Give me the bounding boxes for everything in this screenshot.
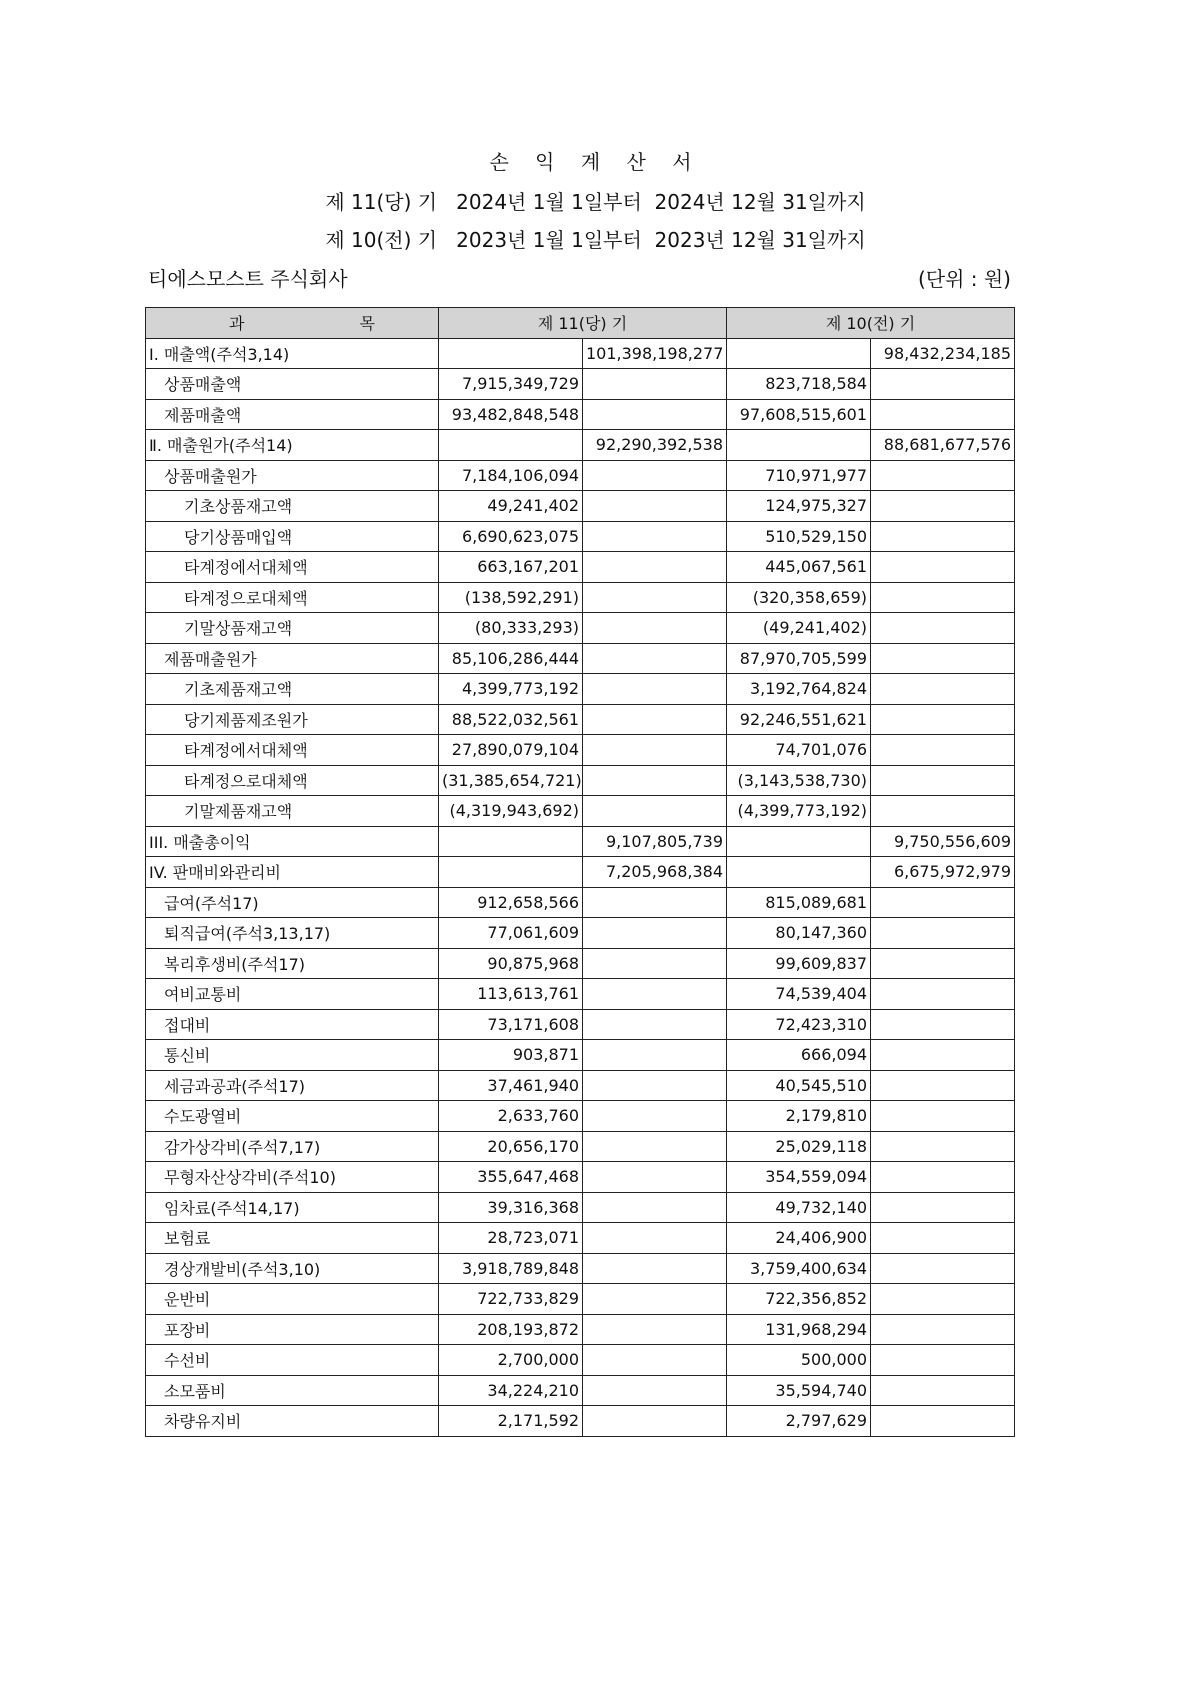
table-row (146, 704, 1015, 735)
current-subtotal: 73,171,608 (439, 1009, 583, 1040)
prior-total (871, 765, 1015, 796)
prior-subtotal (727, 826, 871, 857)
current-total (583, 521, 727, 552)
current-subtotal: 93,482,848,548 (439, 399, 583, 430)
current-subtotal: 3,918,789,848 (439, 1253, 583, 1284)
unit-label: (단위 : 원) (917, 267, 1011, 291)
row-label: 타계정에서대체액 (146, 735, 439, 766)
prior-subtotal (727, 857, 871, 888)
prior-subtotal: 24,406,900 (727, 1223, 871, 1254)
row-label: 임차료(주석14,17) (146, 1192, 439, 1223)
prior-subtotal (727, 338, 871, 369)
current-total (583, 460, 727, 491)
prior-total (871, 582, 1015, 613)
current-subtotal: 912,658,566 (439, 887, 583, 918)
row-label: 타계정으로대체액 (146, 765, 439, 796)
current-subtotal (439, 826, 583, 857)
table-row (146, 887, 1015, 918)
prior-subtotal: 823,718,584 (727, 369, 871, 400)
prior-subtotal: 2,797,629 (727, 1406, 871, 1437)
table-row (146, 1406, 1015, 1437)
prior-total (871, 1314, 1015, 1345)
row-label: 제품매출액 (146, 399, 439, 430)
current-total (583, 1345, 727, 1376)
row-label: 기말제품재고액 (146, 796, 439, 827)
prior-subtotal: 354,559,094 (727, 1162, 871, 1193)
prior-subtotal: 80,147,360 (727, 918, 871, 949)
current-subtotal: (31,385,654,721) (439, 765, 583, 796)
table-row (146, 1009, 1015, 1040)
current-total (583, 735, 727, 766)
prior-total (871, 1040, 1015, 1071)
prior-subtotal: 74,539,404 (727, 979, 871, 1010)
prior-total (871, 1101, 1015, 1132)
prior-total (871, 1192, 1015, 1223)
table-row (146, 796, 1015, 827)
row-label: 퇴직급여(주석3,13,17) (146, 918, 439, 949)
prior-total: 9,750,556,609 (871, 826, 1015, 857)
prior-total (871, 643, 1015, 674)
row-label: 통신비 (146, 1040, 439, 1071)
current-subtotal: 6,690,623,075 (439, 521, 583, 552)
current-total (583, 887, 727, 918)
table-row (146, 1284, 1015, 1315)
prior-total (871, 735, 1015, 766)
table-row (146, 582, 1015, 613)
current-subtotal: 2,700,000 (439, 1345, 583, 1376)
header-prior: 제 10(전) 기 (727, 308, 1015, 339)
row-label: 여비교통비 (146, 979, 439, 1010)
current-subtotal: 88,522,032,561 (439, 704, 583, 735)
prior-total (871, 491, 1015, 522)
current-subtotal: 4,399,773,192 (439, 674, 583, 705)
table-row (146, 613, 1015, 644)
current-subtotal: 903,871 (439, 1040, 583, 1071)
current-total (583, 979, 727, 1010)
row-label: 수도광열비 (146, 1101, 439, 1132)
current-subtotal: 20,656,170 (439, 1131, 583, 1162)
table-row (146, 735, 1015, 766)
current-total (583, 1284, 727, 1315)
prior-total (871, 887, 1015, 918)
prior-subtotal: 2,179,810 (727, 1101, 871, 1132)
row-label: 상품매출액 (146, 369, 439, 400)
current-subtotal: 39,316,368 (439, 1192, 583, 1223)
current-subtotal: 85,106,286,444 (439, 643, 583, 674)
table-row (146, 1223, 1015, 1254)
current-subtotal: 7,184,106,094 (439, 460, 583, 491)
prior-subtotal: 87,970,705,599 (727, 643, 871, 674)
table-row (146, 1314, 1015, 1345)
row-label: 기말상품재고액 (146, 613, 439, 644)
row-label: 당기상품매입액 (146, 521, 439, 552)
row-label: III. 매출총이익 (146, 826, 439, 857)
prior-total (871, 979, 1015, 1010)
current-subtotal: 34,224,210 (439, 1375, 583, 1406)
prior-subtotal: 500,000 (727, 1345, 871, 1376)
prior-subtotal: 99,609,837 (727, 948, 871, 979)
period-prior: 제 10(전) 기 2023년 1월 1일부터 2023년 12월 31일까지 (325, 228, 866, 252)
current-subtotal: 113,613,761 (439, 979, 583, 1010)
prior-subtotal: 815,089,681 (727, 887, 871, 918)
table-row (146, 552, 1015, 583)
current-total (583, 613, 727, 644)
table-row (146, 765, 1015, 796)
current-total (583, 552, 727, 583)
prior-total (871, 948, 1015, 979)
row-label: 당기제품제조원가 (146, 704, 439, 735)
current-total (583, 1009, 727, 1040)
table-row (146, 1070, 1015, 1101)
current-subtotal: 27,890,079,104 (439, 735, 583, 766)
row-label: 포장비 (146, 1314, 439, 1345)
current-total (583, 1131, 727, 1162)
row-label: 보험료 (146, 1223, 439, 1254)
table-row (146, 643, 1015, 674)
prior-subtotal: 722,356,852 (727, 1284, 871, 1315)
table-row (146, 369, 1015, 400)
current-total (583, 796, 727, 827)
current-subtotal (439, 338, 583, 369)
prior-total: 6,675,972,979 (871, 857, 1015, 888)
prior-subtotal: 710,971,977 (727, 460, 871, 491)
prior-total (871, 399, 1015, 430)
row-label: 소모품비 (146, 1375, 439, 1406)
table-row (146, 826, 1015, 857)
prior-subtotal: 124,975,327 (727, 491, 871, 522)
header-item-b: 목 (359, 314, 375, 334)
current-total (583, 1375, 727, 1406)
current-total (583, 491, 727, 522)
table-row (146, 1345, 1015, 1376)
current-subtotal: 663,167,201 (439, 552, 583, 583)
table-row (146, 1162, 1015, 1193)
table-row (146, 1040, 1015, 1071)
period-current: 제 11(당) 기 2024년 1월 1일부터 2024년 12월 31일까지 (325, 190, 866, 214)
current-total (583, 1192, 727, 1223)
row-label: 기초제품재고액 (146, 674, 439, 705)
current-subtotal (439, 430, 583, 461)
current-subtotal (439, 857, 583, 888)
row-label: IV. 판매비와관리비 (146, 857, 439, 888)
current-total: 9,107,805,739 (583, 826, 727, 857)
prior-subtotal (727, 430, 871, 461)
prior-total (871, 1284, 1015, 1315)
company-name: 티에스모스트 주식회사 (148, 267, 348, 291)
prior-total (871, 1375, 1015, 1406)
current-total (583, 1314, 727, 1345)
current-subtotal: 28,723,071 (439, 1223, 583, 1254)
prior-total (871, 521, 1015, 552)
prior-subtotal: 40,545,510 (727, 1070, 871, 1101)
row-label: 운반비 (146, 1284, 439, 1315)
current-subtotal: (80,333,293) (439, 613, 583, 644)
prior-total (871, 1223, 1015, 1254)
current-total (583, 1162, 727, 1193)
current-total: 101,398,198,277 (583, 338, 727, 369)
row-label: Ⅰ. 매출액(주석3,14) (146, 338, 439, 369)
current-total (583, 1101, 727, 1132)
prior-total: 88,681,677,576 (871, 430, 1015, 461)
row-label: 타계정에서대체액 (146, 552, 439, 583)
row-label: Ⅱ. 매출원가(주석14) (146, 430, 439, 461)
prior-total (871, 1162, 1015, 1193)
prior-subtotal: 97,608,515,601 (727, 399, 871, 430)
table-row (146, 430, 1015, 461)
table-row (146, 1192, 1015, 1223)
current-total (583, 1223, 727, 1254)
prior-total (871, 1406, 1015, 1437)
table-row (146, 338, 1015, 369)
row-label: 상품매출원가 (146, 460, 439, 491)
table-row (146, 399, 1015, 430)
current-total: 7,205,968,384 (583, 857, 727, 888)
row-label: 타계정으로대체액 (146, 582, 439, 613)
current-subtotal: 355,647,468 (439, 1162, 583, 1193)
prior-subtotal: 445,067,561 (727, 552, 871, 583)
header-current: 제 11(당) 기 (439, 308, 727, 339)
current-subtotal: 7,915,349,729 (439, 369, 583, 400)
current-subtotal: 2,633,760 (439, 1101, 583, 1132)
table-row (146, 979, 1015, 1010)
row-label: 기초상품재고액 (146, 491, 439, 522)
current-total (583, 582, 727, 613)
current-total: 92,290,392,538 (583, 430, 727, 461)
current-total (583, 369, 727, 400)
prior-subtotal: (49,241,402) (727, 613, 871, 644)
prior-subtotal: 35,594,740 (727, 1375, 871, 1406)
row-label: 제품매출원가 (146, 643, 439, 674)
current-total (583, 918, 727, 949)
prior-subtotal: 666,094 (727, 1040, 871, 1071)
prior-total (871, 1345, 1015, 1376)
row-label: 수선비 (146, 1345, 439, 1376)
row-label: 세금과공과(주석17) (146, 1070, 439, 1101)
prior-total (871, 369, 1015, 400)
current-total (583, 643, 727, 674)
prior-total (871, 1131, 1015, 1162)
current-subtotal: 2,171,592 (439, 1406, 583, 1437)
prior-total (871, 1009, 1015, 1040)
current-total (583, 674, 727, 705)
prior-total (871, 460, 1015, 491)
current-subtotal: 49,241,402 (439, 491, 583, 522)
prior-subtotal: 74,701,076 (727, 735, 871, 766)
prior-subtotal: (4,399,773,192) (727, 796, 871, 827)
prior-total: 98,432,234,185 (871, 338, 1015, 369)
row-label: 차량유지비 (146, 1406, 439, 1437)
row-label: 경상개발비(주석3,10) (146, 1253, 439, 1284)
current-subtotal: (138,592,291) (439, 582, 583, 613)
table-row (146, 948, 1015, 979)
table-row (146, 521, 1015, 552)
current-subtotal: 37,461,940 (439, 1070, 583, 1101)
table-row (146, 460, 1015, 491)
prior-total (871, 552, 1015, 583)
prior-total (871, 1070, 1015, 1101)
header-item (146, 308, 439, 339)
prior-total (871, 918, 1015, 949)
prior-total (871, 704, 1015, 735)
row-label: 감가상각비(주석7,17) (146, 1131, 439, 1162)
current-total (583, 399, 727, 430)
current-subtotal: (4,319,943,692) (439, 796, 583, 827)
row-label: 무형자산상각비(주석10) (146, 1162, 439, 1193)
current-total (583, 1406, 727, 1437)
table-row (146, 918, 1015, 949)
table-row (146, 491, 1015, 522)
prior-subtotal: 72,423,310 (727, 1009, 871, 1040)
prior-subtotal: 131,968,294 (727, 1314, 871, 1345)
row-label: 접대비 (146, 1009, 439, 1040)
prior-total (871, 674, 1015, 705)
table-row (146, 1253, 1015, 1284)
statement-title: 손 익 계 산 서 (489, 150, 702, 174)
prior-subtotal: 510,529,150 (727, 521, 871, 552)
table-header-row (146, 308, 1015, 339)
row-label: 복리후생비(주석17) (146, 948, 439, 979)
prior-subtotal: 3,192,764,824 (727, 674, 871, 705)
prior-subtotal: 92,246,551,621 (727, 704, 871, 735)
table-row (146, 857, 1015, 888)
table-row (146, 674, 1015, 705)
current-subtotal: 208,193,872 (439, 1314, 583, 1345)
current-total (583, 704, 727, 735)
prior-subtotal: 3,759,400,634 (727, 1253, 871, 1284)
current-total (583, 765, 727, 796)
prior-subtotal: (320,358,659) (727, 582, 871, 613)
current-total (583, 1253, 727, 1284)
current-subtotal: 77,061,609 (439, 918, 583, 949)
prior-total (871, 1253, 1015, 1284)
table-row (146, 1375, 1015, 1406)
prior-subtotal: 49,732,140 (727, 1192, 871, 1223)
table-row (146, 1101, 1015, 1132)
current-total (583, 1070, 727, 1101)
current-subtotal: 90,875,968 (439, 948, 583, 979)
current-subtotal: 722,733,829 (439, 1284, 583, 1315)
prior-subtotal: 25,029,118 (727, 1131, 871, 1162)
income-statement-table (145, 307, 1015, 1437)
table-row (146, 1131, 1015, 1162)
prior-subtotal: (3,143,538,730) (727, 765, 871, 796)
header-item-a: 과 (229, 314, 245, 334)
prior-total (871, 613, 1015, 644)
prior-total (871, 796, 1015, 827)
current-total (583, 1040, 727, 1071)
current-total (583, 948, 727, 979)
row-label: 급여(주석17) (146, 887, 439, 918)
